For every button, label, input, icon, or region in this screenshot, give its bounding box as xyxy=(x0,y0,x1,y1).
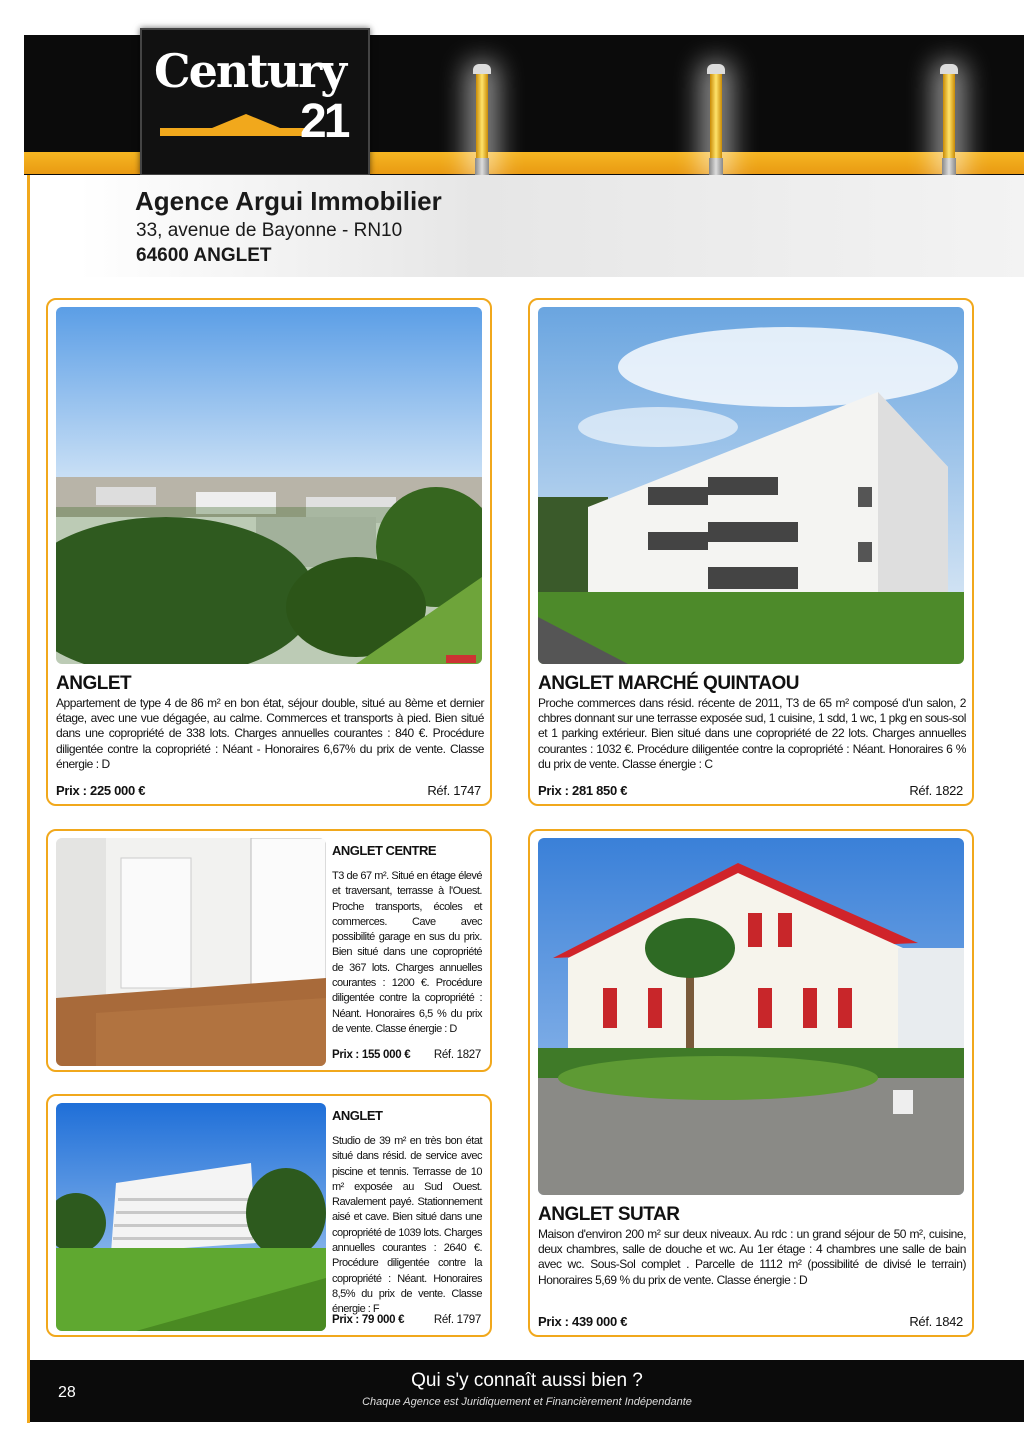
listing-price: Prix : 281 850 € xyxy=(538,783,628,798)
listing-card-1747[interactable] xyxy=(46,298,492,806)
listing-price: Prix : 155 000 € xyxy=(332,1049,411,1061)
listing-card-1822[interactable] xyxy=(528,298,974,806)
listing-photo-residence-tower xyxy=(56,1103,326,1331)
logo-number: 21 xyxy=(300,95,348,148)
listing-description: Studio de 39 m² en très bon état situé dans résid. de service avec piscine et tennis. Terrasse de 10 m² exposée au Sud Ouest. Ravalement payé. Stationnement aisé et cave. Bien situé dans une copropriété de 1039 lots. Charges annuelles courantes : 2640 €. Procédure diligentée contre la copropriété : Néant. Honoraires 8,5% du prix de vente. Classe énergie : F xyxy=(332,1135,482,1316)
listing-price: Prix : 225 000 € xyxy=(56,783,146,798)
footer-disclaimer: Chaque Agence est Juridiquement et Financièrement Indépendante xyxy=(362,1396,692,1408)
listing-photo-city-view xyxy=(56,307,482,664)
listing-description: T3 de 67 m². Situé en étage élevé et traversant, terrasse à l'Ouest. Proche transports, écoles et commerces. Cave avec possibilité garage en sus du prix. Bien situé dans une copropriété de 367 lots. Charges annuelles courantes : 1200 €. Procédure diligentée contre la copropriété : Néant. Honoraires 6,5 % du prix de vente. Classe énergie : D xyxy=(332,870,482,1035)
listing-photo-basque-house xyxy=(538,838,964,1195)
listing-title: ANGLET xyxy=(332,1108,383,1123)
light-pillar-icon xyxy=(943,72,955,172)
listing-reference: Réf. 1827 xyxy=(433,1049,481,1061)
listing-photo-apartment-building xyxy=(538,307,964,664)
logo-underline xyxy=(160,128,308,136)
left-accent-rule xyxy=(27,175,30,1423)
listing-reference: Réf. 1797 xyxy=(433,1314,481,1326)
listing-reference: Réf. 1822 xyxy=(909,783,963,798)
listing-title: ANGLET CENTRE xyxy=(332,843,436,858)
light-pillar-icon xyxy=(710,72,722,172)
listing-price: Prix : 439 000 € xyxy=(538,1314,628,1329)
logo-wordmark: Century xyxy=(154,44,345,98)
listing-title: ANGLET MARCHÉ QUINTAOU xyxy=(538,673,799,694)
listing-card-1827[interactable] xyxy=(46,829,492,1072)
listing-photo-empty-room xyxy=(56,838,326,1066)
light-pillar-icon xyxy=(476,72,488,172)
footer-slogan: Qui s'y connaît aussi bien ? xyxy=(411,1370,643,1391)
page-number: 28 xyxy=(58,1384,76,1401)
listing-title: ANGLET xyxy=(56,673,132,694)
listing-description: Appartement de type 4 de 86 m² en bon état, séjour double, situé au 8ème et dernier étage, avec une vue dégagée, au calme. Commerces et transports à pied. Bien situé dans une copropriété de 338 lots. Charges annuelles courantes : 840 €. Procédure diligentée contre la copropriété : Néant - Honoraires 6,67% du prix de vente. Classe énergie : D xyxy=(56,696,484,771)
listing-card-1797[interactable] xyxy=(46,1094,492,1337)
listing-reference: Réf. 1747 xyxy=(427,783,481,798)
listing-description: Proche commerces dans résid. récente de 2011, T3 de 65 m² composé d'un salon, 2 chbres donnant sur une terrasse exposée sud, 1 cuisine, 1 sdd, 1 wc, 1 pkg en sous-sol et 1 parking extérieur. Bien situé dans une copropriété de 22 lots. Charges annuelles courantes : 1032 €. Procédure diligentée contre la copropriété : Néant. Honoraires 6 % du prix de vente. Classe énergie : C xyxy=(538,696,966,771)
agency-city: 64600 ANGLET xyxy=(136,245,272,266)
listing-card-1842[interactable] xyxy=(528,829,974,1337)
listing-price: Prix : 79 000 € xyxy=(332,1314,405,1326)
century21-logo xyxy=(140,28,370,176)
logo-roof-icon xyxy=(212,114,280,128)
listing-reference: Réf. 1842 xyxy=(909,1314,963,1329)
agency-address: 33, avenue de Bayonne - RN10 xyxy=(136,220,403,241)
listing-title: ANGLET SUTAR xyxy=(538,1204,680,1225)
listing-description: Maison d'environ 200 m² sur deux niveaux. Au rdc : un grand séjour de 50 m², cuisine, deux chambres, salle de douche et wc. Au 1er étage : 4 chambres une salle de bain avec wc. Sous-Sol complet . Parcelle de 1112 m² (possibilité de divisé le terrain) Honoraires 5,69 % du prix de vente. Classe énergie : D xyxy=(538,1227,966,1287)
agency-name: Agence Argui Immobilier xyxy=(135,186,442,216)
